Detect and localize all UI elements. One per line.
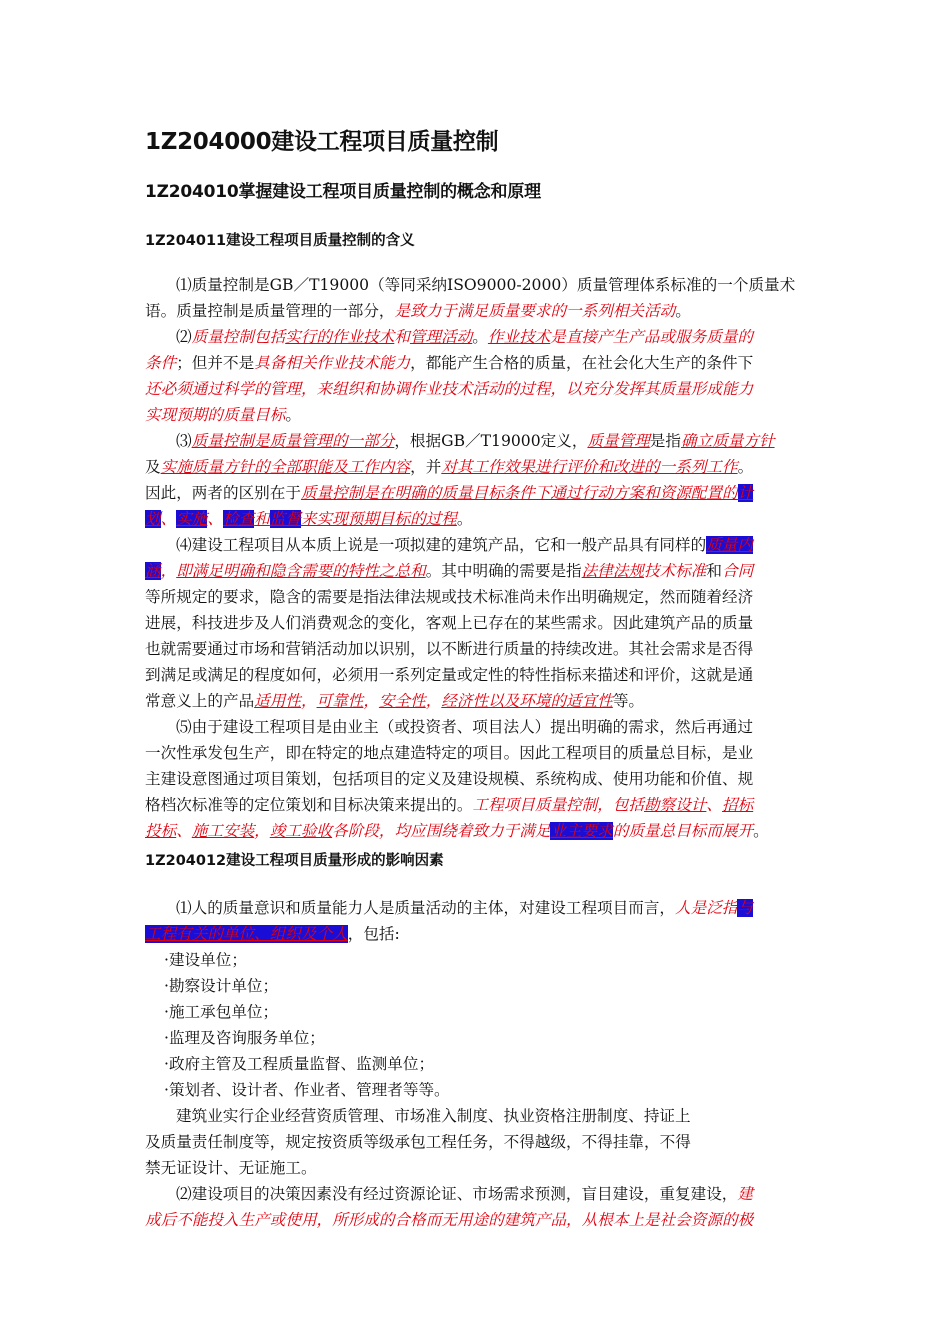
text-run: ⑶ <box>176 432 192 450</box>
highlighted-term: 检查 <box>222 510 255 528</box>
red-underlined-emphasis: 可靠性 <box>316 692 364 710</box>
bullet-item: ·政府主管及工程质量监督、监测单位； <box>164 1055 435 1073</box>
highlighted-term: 监督 <box>269 510 301 528</box>
heading-level-3-meaning: 1Z204011建设工程项目质量控制的含义 <box>145 233 415 249</box>
red-emphasis: 具备相关作业技术能力 <box>254 354 411 372</box>
red-underlined-emphasis: 管理活动 <box>409 328 473 346</box>
red-emphasis: ， <box>363 692 379 710</box>
red-underlined-emphasis: 投标 <box>145 822 177 840</box>
text-run: ⑴人的质量意识和质量能力人是质量活动的主体，对建设工程项目而言， <box>176 899 676 917</box>
text-run: ⑵ <box>176 328 192 346</box>
red-emphasis: ， <box>160 562 177 580</box>
factor-1-line: 禁无证设计、无证施工。 <box>145 1159 317 1177</box>
red-underlined-emphasis: 实行的作业技术 <box>285 328 395 346</box>
red-emphasis: 建 <box>737 1185 753 1203</box>
text-run: ⑷建设工程项目从本质上说是一项拟建的建筑产品，它和一般产品具有同样的 <box>176 536 707 554</box>
red-underlined-emphasis: 勘察设计 <box>644 796 707 814</box>
highlighted-term: 计 <box>737 484 754 502</box>
text-run: 。 <box>737 458 754 476</box>
red-emphasis: 是致力于满足质量要求的一系列相关活动 <box>394 302 676 320</box>
heading-level-3-factors: 1Z204012建设工程项目质量形成的影响因素 <box>145 853 444 869</box>
red-underlined-emphasis: 施工安装 <box>191 822 255 840</box>
text-run: 。 <box>675 302 691 320</box>
red-emphasis: 的质量总目标而展开 <box>612 822 754 840</box>
red-underlined-emphasis: 对其工作效果进行评价和改进的一系列工作 <box>441 458 738 476</box>
highlighted-term: 涵 <box>145 562 161 580</box>
red-underlined-emphasis: 质量管理 <box>587 432 650 450</box>
red-underlined-emphasis: 安全性 <box>378 692 426 710</box>
factor-2-line <box>176 1181 753 1207</box>
paragraph-4-line <box>145 688 644 714</box>
factor-1-line <box>176 895 753 921</box>
red-emphasis: 条件 <box>145 354 177 372</box>
red-emphasis: 实现预期的质量目标 <box>145 406 286 424</box>
text-run: ，根据GB／T19000定义， <box>394 432 588 450</box>
text-run: 是指 <box>649 432 681 450</box>
red-emphasis: 、 <box>706 796 722 814</box>
factor-2-line: 成后不能投入生产或使用，所形成的合格而无用途的建筑产品，从根本上是社会资源的极 <box>145 1211 754 1229</box>
red-emphasis: 和 <box>394 328 410 346</box>
text-run: 。 <box>472 328 488 346</box>
bullet-item: ·监理及咨询服务单位； <box>164 1029 325 1047</box>
paragraph-2-line <box>145 350 753 376</box>
red-emphasis: 质量控制包括 <box>191 328 286 346</box>
text-run: 语。质量控制是质量管理的一部分， <box>145 302 395 320</box>
highlighted-term: 工程有关的单位、组织及个人 <box>145 925 348 943</box>
paragraph-1-line: ⑴质量控制是GB／T19000（等同采纳ISO9000-2000）质量管理体系标准的一个质量术 <box>176 276 796 294</box>
paragraph-4-line <box>176 532 753 558</box>
text-run: 。 <box>285 406 301 424</box>
red-emphasis: 、 <box>176 822 192 840</box>
bullet-item: ·策划者、设计者、作业者、管理者等等。 <box>164 1081 450 1099</box>
red-emphasis: ， <box>254 822 270 840</box>
highlighted-term: 与 <box>737 899 753 917</box>
highlighted-term: 实施 <box>176 510 208 528</box>
paragraph-4-line: 也就需要通过市场和营销活动加以识别，以不断进行质量的持续改进。其社会需求是否得 <box>145 640 754 658</box>
red-underlined-emphasis: 质量控制是质量管理的一部分 <box>191 432 395 450</box>
bullet-item: ·勘察设计单位； <box>164 977 279 995</box>
red-underlined-emphasis: 质量控制是在明确的质量目标条件下通过行动方案和资源配置的 <box>300 484 738 502</box>
paragraph-4-line: 等所规定的要求，隐含的需要是指法律法规或技术标准尚未作出明确规定，然而随着经济 <box>145 588 754 606</box>
paragraph-3-line <box>145 480 753 506</box>
text-run: 格档次标准等的定位策划和目标决策来提出的。 <box>145 796 473 814</box>
red-emphasis: 人是泛指 <box>675 899 738 917</box>
factor-1-line: 及质量责任制度等，规定按资质等级承包工程任务，不得越级，不得挂靠，不得 <box>145 1133 691 1151</box>
red-emphasis: 是直接产生产品或服务质量的 <box>550 328 753 346</box>
paragraph-5-line: 一次性承发包生产，即在特定的地点建造特定的项目。因此工程项目的质量总目标，是业 <box>145 744 754 762</box>
red-underlined-emphasis: 即满足明确和隐含需要的特性之总和 <box>176 562 426 580</box>
paragraph-4-line: 进展，科技进步及人们消费观念的变化，客观上已存在的某些需求。因此建筑产品的质量 <box>145 614 754 632</box>
red-underlined-emphasis: 经济性以及环境的适宜性 <box>441 692 613 710</box>
red-underlined-emphasis: 竣工验收 <box>269 822 333 840</box>
text-run: 和 <box>706 562 722 580</box>
text-run: ，都能产生合格的质量，在社会化大生产的条件下 <box>410 354 754 372</box>
factor-1-line <box>145 921 400 947</box>
highlighted-term: 质量内 <box>706 536 753 554</box>
red-emphasis: ， <box>300 692 317 710</box>
text-run: ；但并不是 <box>176 354 255 372</box>
red-underlined-emphasis: 确立质量方针 <box>681 432 775 450</box>
red-emphasis: 技术标准 <box>644 562 707 580</box>
paragraph-2-line <box>176 324 753 350</box>
red-underlined-emphasis: 作业技术 <box>487 328 551 346</box>
red-underlined-emphasis: 实施质量方针的全部职能及工作内容 <box>160 458 411 476</box>
paragraph-1-line <box>145 298 691 324</box>
red-emphasis: 工程项目质量控制，包括 <box>472 796 645 814</box>
text-run: 。其中明确的需要是指 <box>425 562 582 580</box>
text-run: 等。 <box>612 692 645 710</box>
paragraph-4-line: 到满足或满足的程度如何，必须用一系列定量或定性的特性指标来描述和评价，这就是通 <box>145 666 754 684</box>
paragraph-5-line <box>145 792 753 818</box>
heading-level-1: 1Z204000建设工程项目质量控制 <box>145 129 499 155</box>
highlighted-term: 业主要求 <box>550 822 613 840</box>
bullet-item: ·建设单位； <box>164 951 247 969</box>
red-underlined-emphasis: 招标 <box>721 796 754 814</box>
red-underlined-emphasis: 来实现预期目标的过程 <box>300 510 457 528</box>
text-run: ⑵建设项目的决策因素没有经过资源论证、市场需求预测，盲目建设，重复建设， <box>176 1185 738 1203</box>
highlighted-term: 划 <box>145 510 161 528</box>
red-emphasis: 各阶段，均应围绕着致力于满足 <box>332 822 551 840</box>
paragraph-3-line <box>176 428 775 454</box>
factor-1-line: 建筑业实行企业经营资质管理、市场准入制度、执业资格注册制度、持证上 <box>176 1107 691 1125</box>
red-underlined-emphasis: 法律法规 <box>581 562 645 580</box>
paragraph-2-line: 还必须通过科学的管理，来组织和协调作业技术活动的过程，以充分发挥其质量形成能力 <box>145 380 754 398</box>
bullet-item: ·施工承包单位； <box>164 1003 279 1021</box>
paragraph-2-line <box>145 402 301 428</box>
text-run: 常意义上的产品 <box>145 692 255 710</box>
paragraph-3-line <box>145 506 472 532</box>
red-emphasis: 、 <box>160 510 177 528</box>
heading-level-2: 1Z204010掌握建设工程项目质量控制的概念和原理 <box>145 182 541 202</box>
text-run: 。 <box>456 510 473 528</box>
text-run: 。 <box>753 822 769 840</box>
red-underlined-emphasis: 适用性 <box>254 692 301 710</box>
paragraph-3-line <box>145 454 753 480</box>
red-underlined-emphasis: 和 <box>254 510 270 528</box>
paragraph-5-line: 主建设意图通过项目策划，包括项目的定义及建设规模、系统构成、使用功能和价值、规 <box>145 770 754 788</box>
paragraph-5-line <box>145 818 769 844</box>
text-run: ，包括: <box>347 925 400 943</box>
red-emphasis: 、 <box>207 510 223 528</box>
text-run: ，并 <box>410 458 442 476</box>
text-run: 及 <box>145 458 161 476</box>
paragraph-4-line <box>145 558 753 584</box>
paragraph-5-line: ⑸由于建设工程项目是由业主（或投资者、项目法人）提出明确的需求，然后再通过 <box>176 718 753 736</box>
red-emphasis: 合同 <box>722 562 754 580</box>
text-run: 因此，两者的区别在于 <box>145 484 301 502</box>
red-emphasis: ， <box>425 692 442 710</box>
